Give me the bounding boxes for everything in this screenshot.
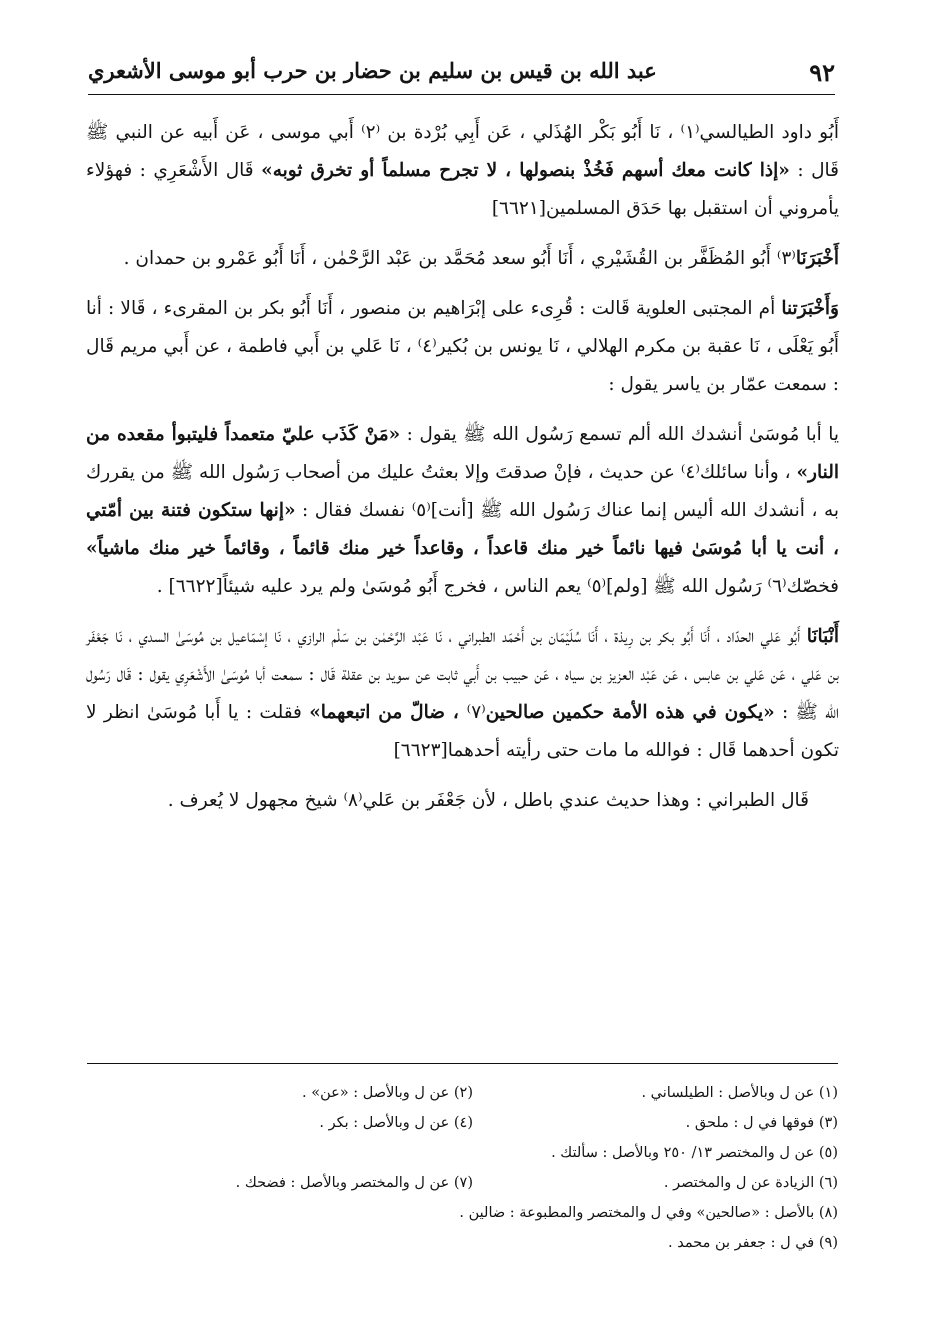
footnote-item [551, 1138, 838, 1168]
footnote-text: عن ل وبالأصل : بكر . [319, 1115, 450, 1131]
bold-text-run: «إذا كانت معك أسهم فَخُذْ بنصولها ، لا تجرح مسلماً أو تخرق ثوبه» [261, 160, 790, 181]
header-divider [88, 94, 835, 95]
text-run: يعم الناس ، فخرج أَبُو مُوسَىٰ ولم يرد عليه شيئاً [222, 576, 588, 597]
paragraph-3 [86, 290, 839, 404]
text-run: شيخ مجهول لا يُعرف . [167, 790, 344, 811]
text-run: ، نَا عَلي بن أَبي فاطمة ، عن أَبي مريم قَال : سمعت عمّار بن ياسر يقول : [86, 336, 839, 395]
text-run: أم المجتبى العلوية قَالت : قُرِىء على إبْرَاهيم بن منصور ، أَنَا أَبُو بكر بن المقرىء ، قَالا : أنا أَبُو يَعْلَى ، نَا عقبة بن مكرم الهلالي ، نَا يونس بن بُكير [86, 298, 839, 357]
text-run: ، وأنا سائلك [699, 462, 797, 483]
bold-text-run: ، ضالّ من اتبعهما» [309, 702, 467, 723]
text-run: أَبُو عَلي الحدّاد ، أَنَا أَبُو بكر بن رِيذة ، أَنَا سُلَيْمَان بن أَحْمَد الطبراني ، نَا عَبْد الرَّحْمٰن بن سَلْم الرازي ، نَا إسْمَاعيل بن مُوسَىٰ السدي ، نَا جَعْفَر بن عَلي ، عَن عَلي بن عابس ، عَن عَبْد العزيز بن سياه ، عَن حبيب بن أَبي ثابت عن سويد بن عقلة قَال : سمعت أبا مُوسَىٰ الأَشْعَرِي يقول : قَال رَسُول الله ﷺ : [86, 626, 840, 723]
text-run: ⁽٦⁾ [767, 576, 787, 597]
running-title: عبد الله بن قيس بن سليم بن حضار بن حرب أبو موسى الأشعري [88, 58, 657, 83]
page-number: ٩٢ [809, 58, 835, 87]
footnote-number: (٩) [818, 1235, 838, 1251]
footnote-text: في ل : جعفر بن محمد . [668, 1235, 815, 1251]
paragraph-2 [86, 240, 839, 278]
text-run: رَسُول الله ﷺ [ولم] [606, 576, 768, 597]
footnote-number: (٥) [818, 1145, 838, 1161]
footnote-number: (٧) [453, 1175, 473, 1191]
text-run: أَبُو المُظَفَّر بن القُشَيْري ، أَنَا أَبُو سعد مُحَمَّد بن عَبْد الرَّحْمٰن ، أَنَا أَبُو عَمْرو بن حمدان . [123, 248, 777, 269]
footnote-item [236, 1168, 473, 1198]
footnote-number: (٢) [453, 1085, 473, 1101]
footnote-row [230, 1168, 838, 1198]
bold-text-run: «يكون في هذه الأمة حكمين صالحين [485, 702, 775, 723]
text-run: ⁽١⁾ [680, 122, 700, 143]
paragraph-5 [86, 618, 839, 770]
text-run: قَال الطبراني : وهذا حديث عندي باطل ، لأن جَعْفَر بن عَلي [362, 790, 809, 811]
footnote-item [473, 1078, 838, 1108]
footnote-number: (٤) [453, 1115, 473, 1131]
text-run: ، نَا أَبُو بَكْر الهُذَلي ، عَن أَبِي بُرْدة بن [380, 122, 681, 143]
footnote-number: (٣) [818, 1115, 838, 1131]
bold-text-run: أَنْبَانَا [806, 626, 839, 647]
footnote-item [473, 1108, 838, 1138]
bold-text-run: أَخْبَرَنَا [795, 248, 839, 269]
text-run: [٦٦٢٣] [393, 740, 448, 761]
footnote-item [302, 1078, 473, 1108]
text-run: يا أبا مُوسَىٰ أنشدك الله ألم تسمع رَسُول الله ﷺ يقول : [400, 424, 839, 445]
footnote-item [668, 1228, 838, 1258]
footnote-text: عن ل والمختصر ١٣/ ٢٥٠ وبالأصل : سألتك . [551, 1145, 815, 1161]
text-run: أَبُو داود الطيالسي [699, 122, 839, 143]
footnote-item [459, 1198, 838, 1228]
footnote-text: عن ل وبالأصل : الطيلساني . [641, 1085, 815, 1101]
text-run: فقلت : يا أَبا مُوسَىٰ انظر لا تكون أحدهما قَال : فوالله ما مات حتى رأيته أحدهما [86, 702, 839, 761]
text-run: ⁽٢⁾ [361, 122, 381, 143]
footnote-row [230, 1078, 838, 1108]
footnote-row [230, 1228, 838, 1258]
text-run: ⁽٨⁾ [343, 790, 363, 811]
footnote-text: عن ل وبالأصل : «عن» . [302, 1085, 450, 1101]
bold-text-run: «إنها ستكون فتنة بين أمّتي ، أنت يا أبا مُوسَىٰ فيها نائماً خير منك قاعداً ، وقاعداً خير منك قائماً ، وقائماً خير منك ماشياً» [86, 500, 839, 559]
text-run: نفسك فقال : [295, 500, 412, 521]
text-run: ⁽٧⁾ [466, 702, 486, 723]
running-header [88, 58, 835, 94]
text-run: فخصّك [786, 576, 839, 597]
footnotes [230, 1078, 838, 1258]
footnote-row [230, 1108, 838, 1138]
text-run: . [156, 576, 169, 597]
text-run: ⁽٤⁾ [417, 336, 437, 357]
paragraph-1 [86, 114, 839, 228]
footnote-row [230, 1198, 838, 1228]
text-run: ⁽٥⁾ [587, 576, 607, 597]
footnote-number: (٨) [818, 1205, 838, 1221]
footnote-item [473, 1168, 838, 1198]
bold-text-run: «مَنْ كَذَب عليّ متعمداً فليتبوأ مقعده من النار» [86, 424, 839, 483]
footnote-text: بالأصل : «صالحين» وفي ل والمختصر والمطبوعة : ضالين . [459, 1205, 815, 1221]
text-run: ⁽٥⁾ [411, 500, 431, 521]
text-run: ⁽٣⁾ [776, 248, 796, 269]
bold-text-run: وَأَخْبَرَتنا [781, 298, 839, 319]
text-run: ⁽٤⁾ [680, 462, 700, 483]
footnote-text: فوقها في ل : ملحق . [685, 1115, 815, 1131]
text-run: [٦٦٢٢] [168, 576, 223, 597]
footnote-item [319, 1108, 473, 1138]
text-run: قَال الأَشْعَرِي : فهؤلاء يأمروني أن استقبل بها حَدَق المسلمين [86, 160, 839, 219]
paragraph-4 [86, 416, 839, 606]
footnote-row [230, 1138, 838, 1168]
text-run: أَبي موسى ، عَن أَبيه عن النبي ﷺ قَال : [86, 122, 840, 181]
footnote-divider [87, 1063, 838, 1064]
paragraph-6 [86, 782, 839, 820]
footnote-number: (١) [818, 1085, 838, 1101]
main-text [86, 114, 839, 832]
footnote-number: (٦) [818, 1175, 838, 1191]
text-run: عن حديث ، فإنْ صدقتَ وإلا بعثتُ عليك من أصحاب رَسُول الله ﷺ من يقررك به ، أنشدك الله أليس إنما عناك رَسُول الله ﷺ [أنت] [86, 462, 840, 521]
footnote-text: الزيادة عن ل والمختصر . [663, 1175, 815, 1191]
text-run: [٦٦٢١] [491, 198, 547, 219]
footnote-text: عن ل والمختصر وبالأصل : فضحك . [235, 1175, 450, 1191]
